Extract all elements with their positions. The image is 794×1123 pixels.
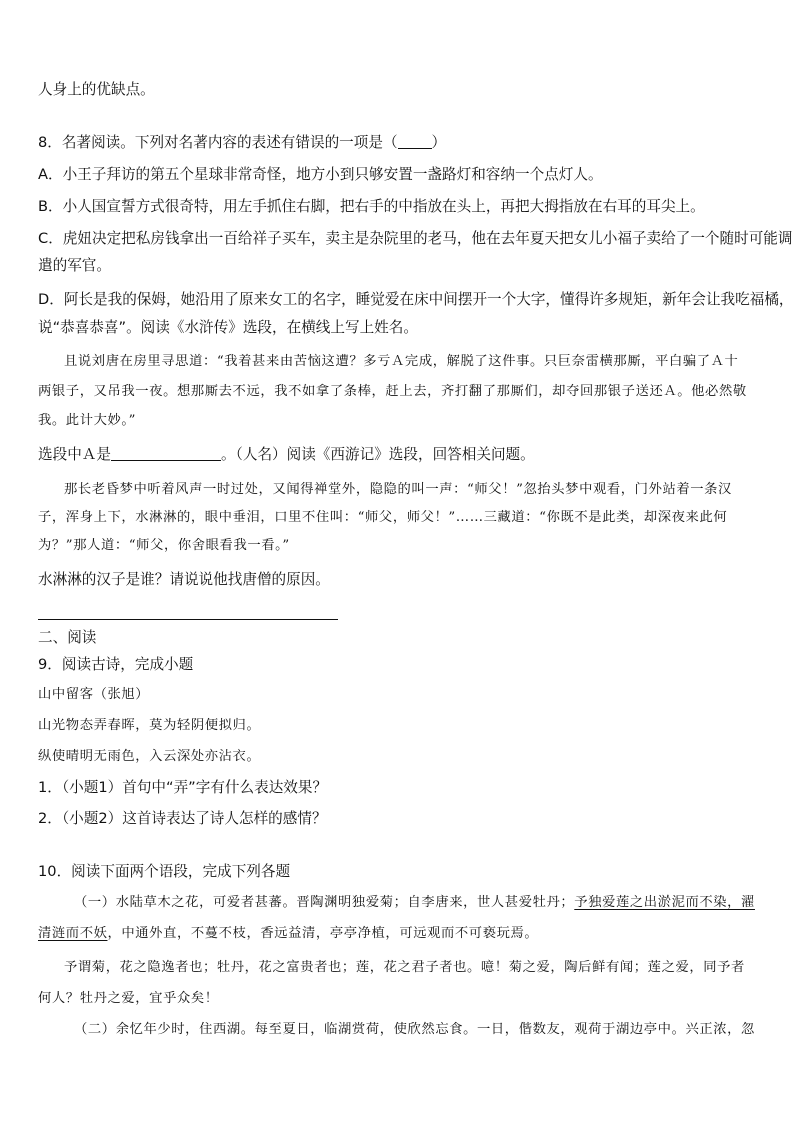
option-a: A．小王子拜访的第五个星球非常奇怪，地方小到只够安置一盏路灯和容纳一个点灯人。	[38, 166, 603, 183]
question-9-stem: 9．阅读古诗，完成小题	[38, 656, 194, 673]
passage-2-line1: （二）余忆年少时，住西湖。每至夏日，临湖赏荷，使欣然忘食。一日，偕数友，观荷于湖边亭中。兴正浓，忽	[74, 1022, 755, 1037]
answer-line[interactable]	[38, 619, 338, 620]
question-8-stem	[38, 133, 768, 153]
passage-1-line2	[38, 924, 768, 944]
xiyou-question: 水淋淋的汉子是谁？请说说他找唐僧的原因。	[38, 571, 330, 588]
shuihu-question-prefix: 选段中Ａ是	[38, 446, 111, 463]
passage-1-line4: 何人？牡丹之爱，宜乎众矣！	[38, 991, 219, 1006]
section-heading-reading: 二、阅读	[38, 629, 97, 646]
option-b: B．小人国宣誓方式很奇特，用左手抓住右脚，把右手的中指放在头上，再把大拇指放在右耳的耳尖上。	[38, 198, 705, 215]
passage-1-line3: 予谓菊，花之隐逸者也；牡丹，花之富贵者也；莲，花之君子者也。噫！菊之爱，陶后鲜有闻；莲之爱，同予者	[64, 960, 745, 975]
poem-line1: 山光物态弄春晖，莫为轻阴便拟归。	[38, 718, 261, 733]
subquestion-1: 1．（小题1）首句中“弄”字有什么表达效果？	[38, 779, 328, 796]
passage-1-underlined-cont: 清涟而不妖	[38, 926, 108, 941]
shuihu-excerpt-line1: 且说刘唐在房里寻思道：“我着甚来由苦恼这遭？多亏Ａ完成，解脱了这件事。只巨奈雷横那厮，平白骗了Ａ十	[64, 354, 739, 369]
xiyou-excerpt-line2: 子，浑身上下，水淋淋的，眼中垂泪，口里不住叫：“师父，师父！”……三藏道：“你既不是此类，却深夜来此何	[38, 510, 728, 525]
answer-blank[interactable]	[398, 134, 432, 149]
passage-1-text-cont: ，中通外直，不蔓不枝，香远益清，亭亭净植，可远观而不可亵玩焉。	[107, 926, 539, 941]
xiyou-excerpt-line1: 那长老昏梦中听着风声一时过处，又闻得禅堂外，隐隐的叫一声：“师父！”忽抬头梦中观看，门外站着一条汉	[64, 482, 732, 497]
text-line: 人身上的优缺点。	[38, 81, 155, 98]
xiyou-excerpt-line3: 为？”那人道：“师父，你舍眼看我一看。”	[38, 538, 290, 553]
poem-title: 山中留客（张旭）	[38, 687, 150, 702]
subquestion-2: 2．（小题2）这首诗表达了诗人怎样的感情？	[38, 810, 327, 827]
option-d-line1: D．阿长是我的保姆，她沿用了原来女工的名字，睡觉爱在床中间摆开一个大字，懂得许多规矩，新年会让我吃福橘，	[38, 291, 794, 308]
passage-1-line1	[74, 893, 768, 913]
option-d-line2: 说“恭喜恭喜”。阅读《水浒传》选段，在横线上写上姓名。	[38, 319, 418, 336]
shuihu-excerpt-line2: 两银子，又吊我一夜。想那厮去不远，我不如拿了条棒，赶上去，齐打翻了那厮们，却夺回那银子送还Ａ。他必然敬	[38, 384, 747, 399]
question-10-stem: 10．阅读下面两个语段，完成下列各题	[38, 863, 291, 880]
shuihu-excerpt-line3: 我。此计大妙。”	[38, 413, 137, 428]
shuihu-question-suffix: 。（人名）阅读《西游记》选段，回答相关问题。	[220, 446, 535, 463]
option-c-line2: 遣的军官。	[38, 257, 111, 274]
passage-1-text: （一）水陆草木之花，可爱者甚蕃。晋陶渊明独爱菊；自李唐来，世人甚爱牡丹；	[74, 895, 575, 910]
passage-1-underlined: 予独爱莲之出淤泥而不染，濯	[574, 895, 755, 910]
option-c-line1: C．虎妞决定把私房钱拿出一百给祥子买车，卖主是杂院里的老马，他在去年夏天把女儿小福子卖给了一个随时可能调	[38, 230, 793, 247]
question-8-text: 8．名著阅读。下列对名著内容的表述有错误的一项是（	[38, 134, 398, 151]
poem-line2: 纵使晴明无雨色，入云深处亦沾衣。	[38, 749, 261, 764]
question-8-close: ）	[431, 134, 447, 151]
shuihu-question	[38, 445, 768, 465]
name-answer-blank[interactable]	[111, 446, 221, 461]
